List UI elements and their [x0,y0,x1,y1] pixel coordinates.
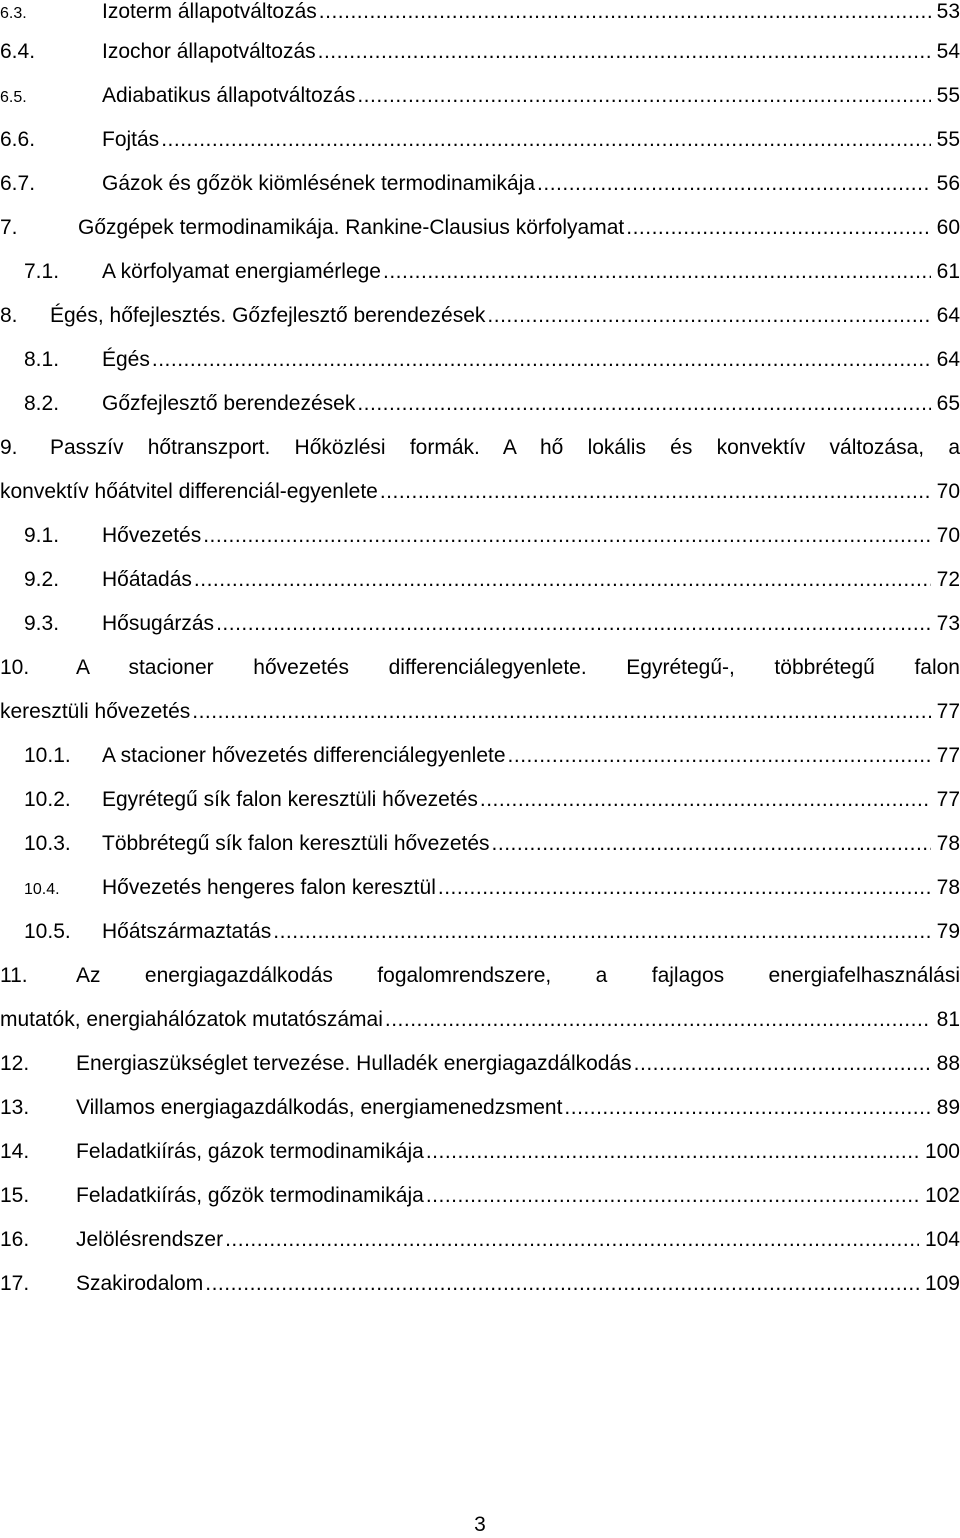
dot-leader [203,524,930,548]
toc-entry-number: 10. [0,656,30,679]
dot-leader [480,788,931,812]
toc-entry-14[interactable] [0,1140,960,1166]
toc-entry-page: 78 [936,832,960,855]
toc-entry-number: 10.4. [24,881,60,898]
dot-leader [152,348,931,372]
toc-entry-title: Gőzfejlesztő berendezések [102,392,356,415]
toc-entry-title-continued: mutatók, energiahálózatok mutatószámai [0,1008,383,1031]
toc-entry-page: 102 [924,1184,960,1207]
toc-entry-7-1[interactable] [24,260,960,286]
toc-entry-page: 104 [924,1228,960,1251]
toc-entry-line [0,964,960,990]
toc-entry-10-1[interactable] [24,744,960,770]
toc-entry-page: 64 [936,348,960,371]
toc-entry-title: Hővezetés hengeres falon keresztül [102,876,436,899]
dot-leader [318,40,931,64]
toc-entry-page: 77 [936,700,960,723]
toc-entry-title: Adiabatikus állapotváltozás [102,84,356,107]
toc-entry-number: 6.6. [0,128,36,151]
dot-leader [319,0,931,24]
toc-entry-number: 8.1. [24,348,60,371]
toc-entry-number: 8.2. [24,392,60,415]
toc-entry-page: 55 [936,84,960,107]
toc-entry-title: Hőátadás [102,568,192,591]
toc-entry-line [0,436,960,462]
toc-entry-title: Izochor állapotváltozás [102,40,316,63]
toc-entry-number: 6.5. [0,89,27,106]
toc-entry-page: 54 [936,40,960,63]
toc-entry-7[interactable] [0,216,960,242]
toc-entry-line [0,1008,960,1034]
toc-entry-17[interactable] [0,1272,960,1298]
toc-entry-title: Az energiagazdálkodás fogalomrendszere, a fajlagos energiafelhasználási [76,964,960,987]
dot-leader [216,612,931,636]
toc-entry-title: Energiaszükséglet tervezése. Hulladék energiagazdálkodás [76,1052,632,1075]
toc-entry-title: Feladatkiírás, gázok termodinamikája [76,1140,424,1163]
toc-entry-title: A körfolyamat energiamérlege [102,260,381,283]
toc-entry-16[interactable] [0,1228,960,1254]
toc-entry-title: Passzív hőtranszport. Hőközlési formák. A hő lokális és konvektív változása, a [50,436,960,459]
dot-leader [626,216,930,240]
toc-entry-8-1[interactable] [24,348,960,374]
toc-entry-line [0,480,960,506]
toc-entry-page: 56 [936,172,960,195]
toc-entry-number: 8. [0,304,18,327]
toc-entry-title: Egyrétegű sík falon keresztüli hővezetés [102,788,478,811]
toc-entry-page: 65 [936,392,960,415]
toc-entry-title: Izoterm állapotváltozás [102,0,317,23]
toc-entry-number: 7. [0,216,18,239]
dot-leader [194,568,931,592]
toc-entry-number: 12. [0,1052,30,1075]
dot-leader [426,1184,919,1208]
toc-entry-page: 70 [936,524,960,547]
toc-entry-number: 10.3. [24,832,71,855]
dot-leader [508,744,931,768]
toc-entry-page: 64 [936,304,960,327]
toc-entry-10-5[interactable] [24,920,960,946]
toc-entry-title: Villamos energiagazdálkodás, energiamenedzsment [76,1096,563,1119]
toc-entry-number: 15. [0,1184,30,1207]
dot-leader [273,920,930,944]
dot-leader [537,172,931,196]
toc-entry-title: Gázok és gőzök kiömlésének termodinamikája [102,172,536,195]
dot-leader [357,84,930,108]
toc-entry-10-3[interactable] [24,832,960,858]
dot-leader [564,1096,930,1120]
toc-entry-page: 55 [936,128,960,151]
toc-entry-title: Többrétegű sík falon keresztüli hővezetés [102,832,490,855]
toc-entry-title-continued: keresztüli hővezetés [0,700,191,723]
toc-entry-number: 10.1. [24,744,71,767]
toc-entry-title: Hővezetés [102,524,202,547]
dot-leader [492,832,931,856]
toc-entry-title-continued: konvektív hőátvitel differenciál-egyenlete [0,480,378,503]
toc-entry-number: 10.2. [24,788,71,811]
toc-entry-number: 10.5. [24,920,71,943]
page-number: 3 [474,1513,486,1536]
toc-entry-10-2[interactable] [24,788,960,814]
toc-entry-page: 89 [936,1096,960,1119]
dot-leader [438,876,931,900]
toc-entry-9-2[interactable] [24,568,960,594]
toc-entry-title: Feladatkiírás, gőzök termodinamikája [76,1184,424,1207]
dot-leader [357,392,930,416]
toc-entry-page: 77 [936,788,960,811]
toc-entry-13[interactable] [0,1096,960,1122]
toc-entry-title: Égés, hőfejlesztés. Gőzfejlesztő berendezések [50,304,486,327]
toc-entry-title: Jelölésrendszer [76,1228,224,1251]
toc-entry-number: 17. [0,1272,30,1295]
dot-leader [634,1052,931,1076]
dot-leader [161,128,930,152]
toc-entry-title: Hőátszármaztatás [102,920,272,943]
toc-entry-9-1[interactable] [24,524,960,550]
toc-entry-number: 9.3. [24,612,60,635]
toc-entry-page: 73 [936,612,960,635]
toc-entry-6-6[interactable] [0,128,960,154]
toc-entry-9-3[interactable] [24,612,960,638]
toc-entry-title: Fojtás [102,128,160,151]
toc-entry-6-7[interactable] [0,172,960,198]
dot-leader [205,1272,919,1296]
toc-entry-number: 6.3. [0,5,27,22]
toc-entry-page: 78 [936,876,960,899]
toc-entry-page: 88 [936,1052,960,1075]
toc-entry-page: 60 [936,216,960,239]
toc-entry-8-2[interactable] [24,392,960,418]
toc-entry-page: 109 [924,1272,960,1295]
dot-leader [192,700,930,724]
toc-entry-number: 14. [0,1140,30,1163]
toc-entry-number: 13. [0,1096,30,1119]
toc-entry-number: 16. [0,1228,30,1251]
toc-entry-6-3[interactable] [0,0,960,26]
toc-entry-title: Hősugárzás [102,612,215,635]
toc-entry-page: 81 [936,1008,960,1031]
toc-entry-6-5[interactable] [0,84,960,110]
toc-entry-title: Gőzgépek termodinamikája. Rankine-Clausius körfolyamat [78,216,625,239]
toc-entry-title: Égés [102,348,150,371]
toc-entry-number: 9. [0,436,18,459]
dot-leader [487,304,930,328]
toc-entry-number: 6.7. [0,172,36,195]
toc-entry-10-4[interactable] [24,876,960,902]
toc-entry-line [0,700,960,726]
toc-entry-6-4[interactable] [0,40,960,66]
toc-entry-title: A stacioner hővezetés differenciálegyenlete. Egyrétegű-, többrétegű falon [76,656,960,679]
toc-entry-number: 11. [0,964,28,987]
toc-entry-page: 53 [936,0,960,23]
toc-entry-number: 9.2. [24,568,60,591]
toc-entry-page: 61 [936,260,960,283]
toc-entry-page: 77 [936,744,960,767]
toc-entry-number: 7.1. [24,260,60,283]
toc-entry-12[interactable] [0,1052,960,1078]
toc-entry-8[interactable] [0,304,960,330]
toc-entry-page: 72 [936,568,960,591]
toc-entry-page: 70 [936,480,960,503]
dot-leader [385,1008,931,1032]
dot-leader [380,480,931,504]
toc-entry-number: 6.4. [0,40,36,63]
toc-entry-page: 100 [924,1140,960,1163]
toc-entry-title: A stacioner hővezetés differenciálegyenlete [102,744,506,767]
toc-entry-line [0,656,960,682]
dot-leader [426,1140,919,1164]
toc-entry-15[interactable] [0,1184,960,1210]
dot-leader [225,1228,919,1252]
dot-leader [383,260,931,284]
toc-entry-title: Szakirodalom [76,1272,204,1295]
toc-entry-number: 9.1. [24,524,60,547]
toc-entry-page: 79 [936,920,960,943]
